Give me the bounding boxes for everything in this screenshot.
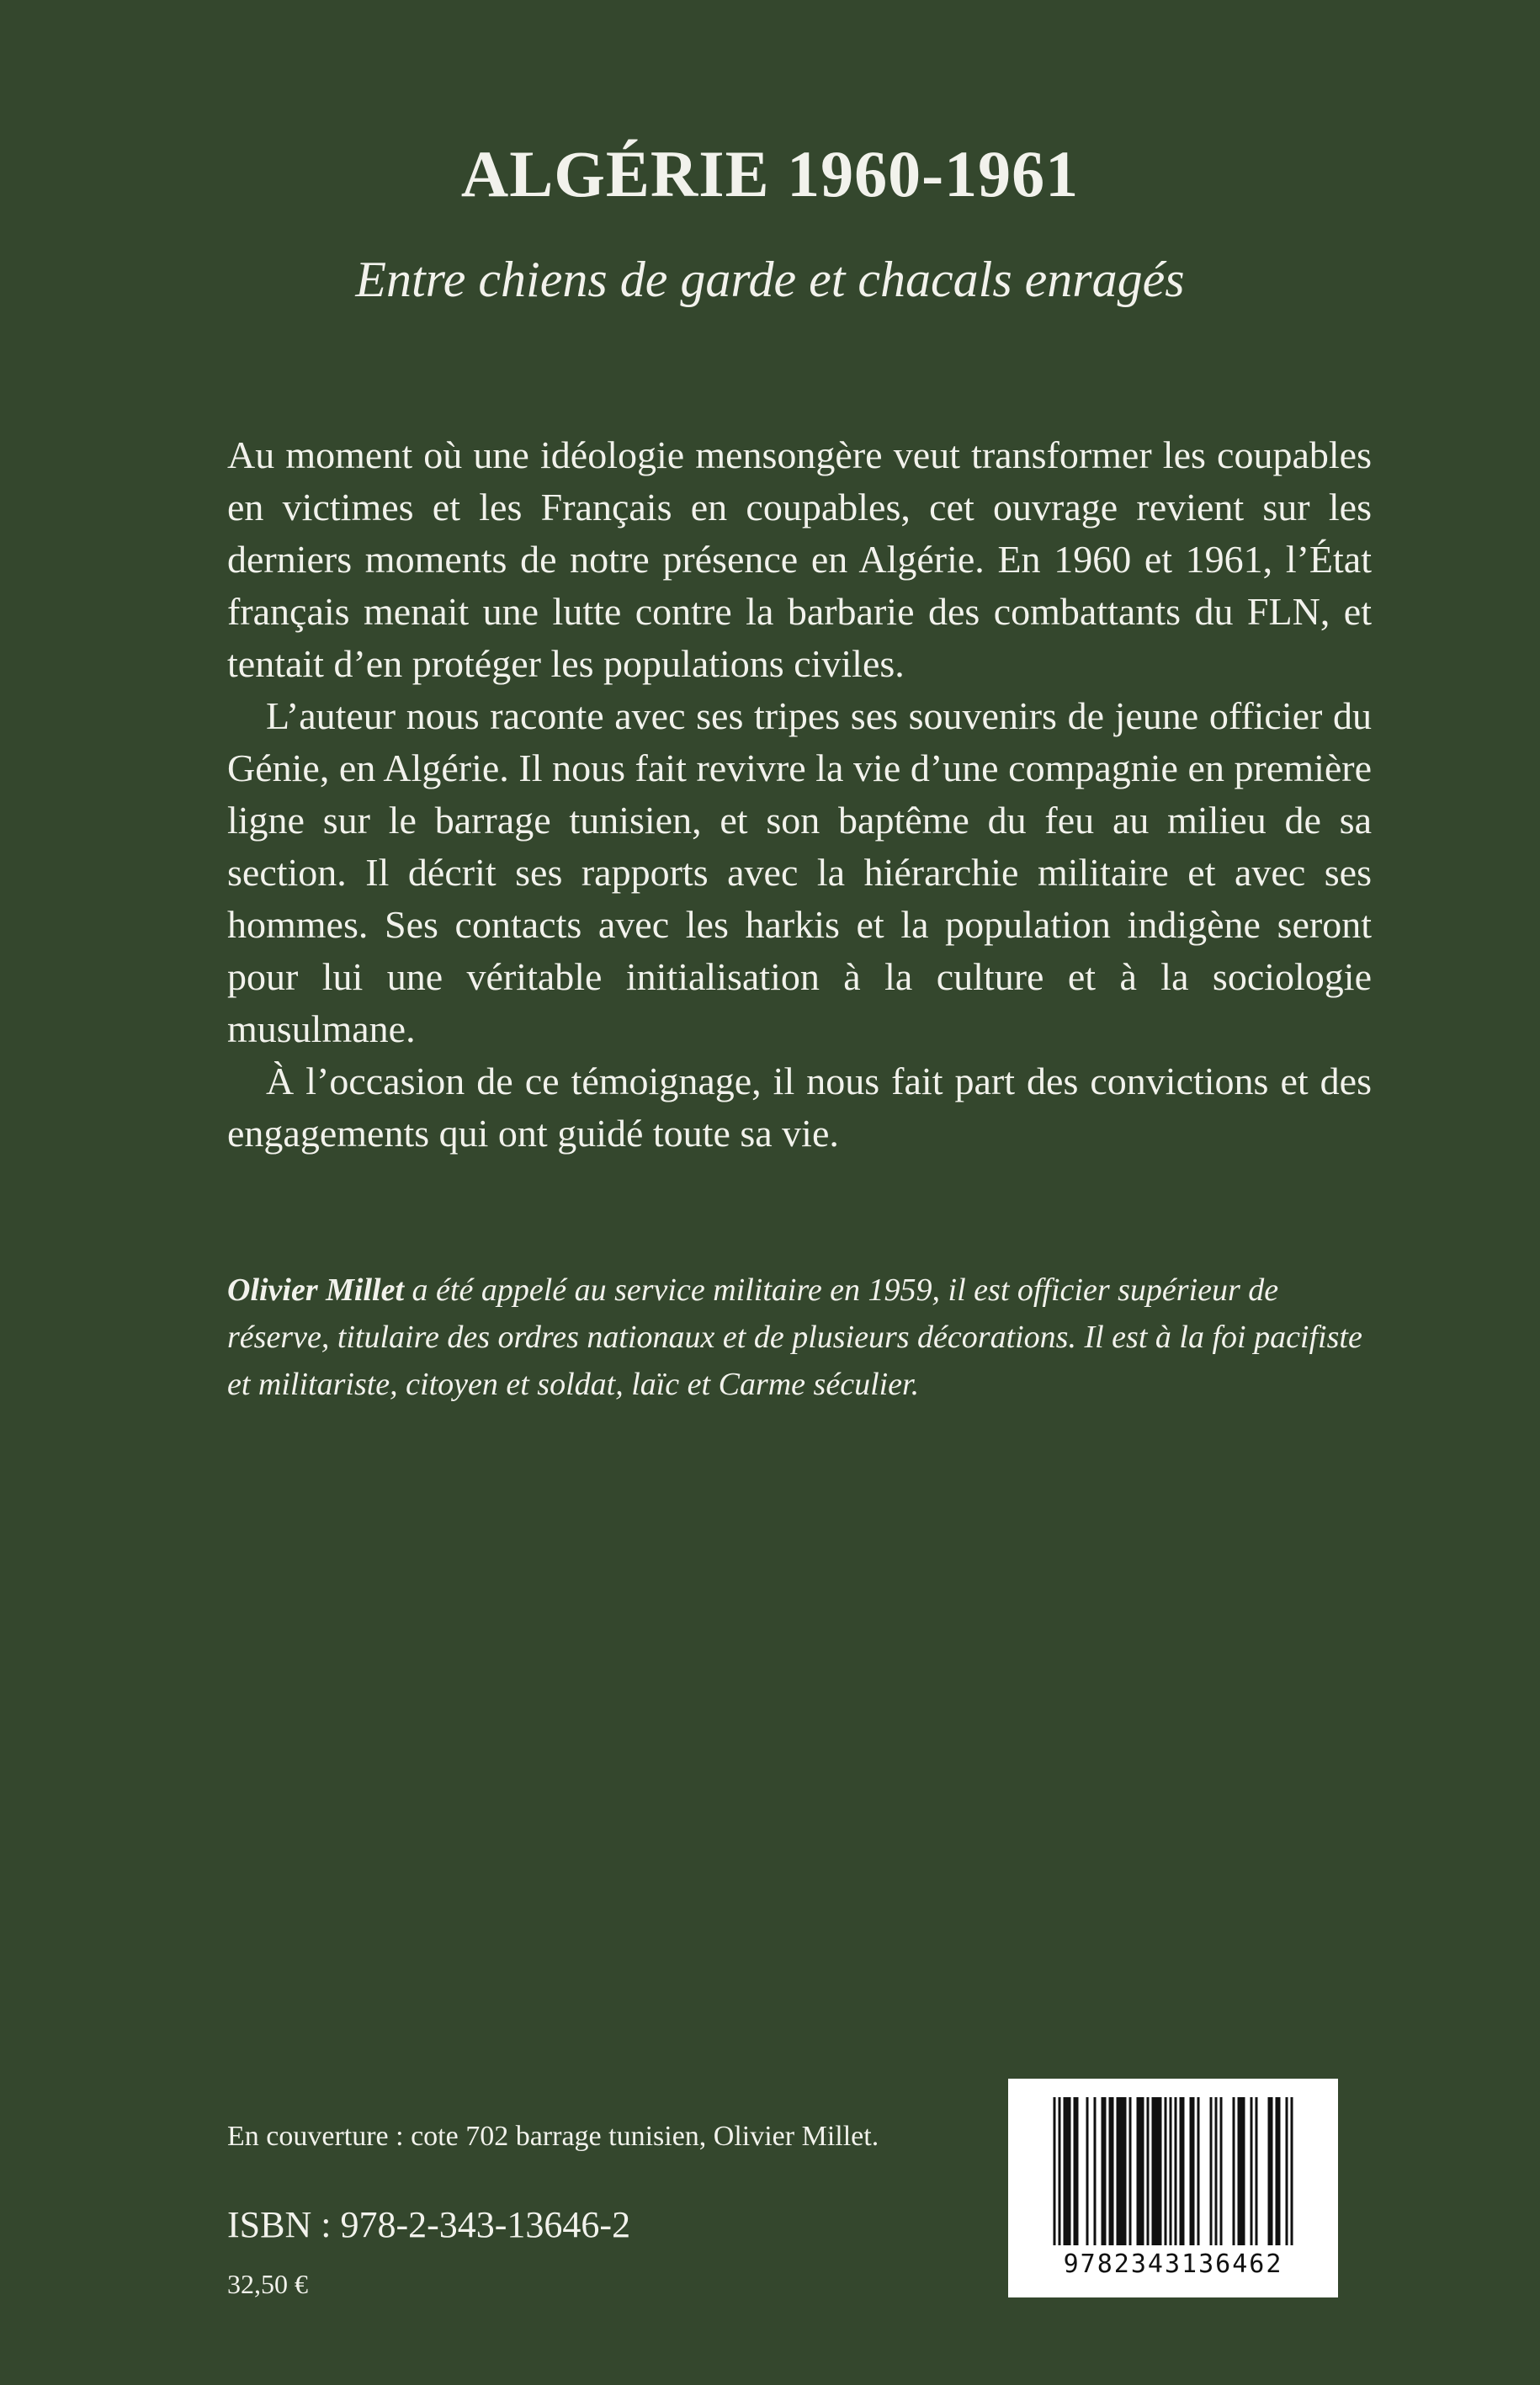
blurb <box>227 429 1372 1160</box>
barcode-bar <box>1243 2097 1245 2245</box>
barcode-bar <box>1170 2097 1172 2245</box>
barcode-bar <box>1147 2097 1150 2245</box>
barcode-bar <box>1124 2097 1127 2245</box>
barcode-bar <box>1112 2097 1114 2245</box>
barcode-bar <box>1117 2097 1119 2245</box>
blurb-paragraph-2: L’auteur nous raconte avec ses tripes ses souvenirs de jeune officier du Génie, en Algérie. Il nous fait revivre la vie d’une compagnie en première ligne sur le barrage tunisien, et son baptême du feu au milieu de sa section. Il décrit ses rapports avec la hiérarchie militaire et avec ses hommes. Ses contacts avec les harkis et la population indigène seront pour lui une véritable initialisation à la culture et à la sociologie musulmane. <box>227 694 1372 1050</box>
author-name: Olivier Millet <box>227 1272 405 1308</box>
barcode-bar <box>1165 2097 1167 2245</box>
barcode-bar <box>1102 2097 1104 2245</box>
price: 32,50 € <box>227 2269 308 2299</box>
barcode-bar <box>1256 2097 1258 2245</box>
blurb-paragraph-3: À l’occasion de ce témoignage, il nous fait part des convictions et des engagements qui ont guidé toute sa vie. <box>227 1060 1372 1155</box>
book-title: ALGÉRIE 1960-1961 <box>460 137 1080 210</box>
barcode-bar <box>1142 2097 1144 2245</box>
barcode-bars <box>1008 2079 1338 2247</box>
barcode-bar <box>1190 2097 1192 2245</box>
barcode-bar <box>1286 2097 1288 2245</box>
barcode-bar <box>1122 2097 1124 2245</box>
barcode-bar <box>1104 2097 1107 2245</box>
blurb-paragraph-1: Au moment où une idéologie mensongère veut transformer les coupables en victimes et les Français en coupables, cet ouvrage revient sur les derniers moments de notre présence en Algérie. En 1960 et 1961, l’État français menait une lutte contre la barbarie des combattants du FLN, et tentait d’en protéger les populations civiles. <box>227 433 1372 685</box>
barcode-bar <box>1276 2097 1278 2245</box>
barcode-bar <box>1233 2097 1235 2245</box>
barcode-bar <box>1192 2097 1195 2245</box>
barcode <box>1008 2079 1338 2297</box>
barcode-bar <box>1182 2097 1185 2245</box>
cover-credit: En couverture : cote 702 barrage tunisien, Olivier Millet. <box>227 2121 879 2152</box>
barcode-bar <box>1291 2097 1293 2245</box>
barcode-bar <box>1076 2097 1079 2245</box>
barcode-bar <box>1251 2097 1253 2245</box>
barcode-bar <box>1129 2097 1132 2245</box>
barcode-bar <box>1054 2097 1056 2245</box>
barcode-bar <box>1064 2097 1066 2245</box>
book-subtitle: Entre chiens de garde et chacals enragés <box>355 252 1185 307</box>
barcode-bar <box>1238 2097 1240 2245</box>
barcode-bar <box>1086 2097 1089 2245</box>
barcode-bar <box>1160 2097 1162 2245</box>
barcode-bar <box>1119 2097 1122 2245</box>
author-bio-text: a été appelé au service militaire en 1959, il est officier supérieur de réserve, titulaire des ordres nationaux et de plusieurs décorations. Il est à la foi pacifiste et militariste, citoyen et soldat, laïc et Carme séculier. <box>227 1272 1362 1402</box>
barcode-bar <box>1139 2097 1142 2245</box>
barcode-bar <box>1059 2097 1061 2245</box>
barcode-bar <box>1268 2097 1271 2245</box>
barcode-bar <box>1157 2097 1160 2245</box>
barcode-bar <box>1215 2097 1218 2245</box>
barcode-bar <box>1155 2097 1157 2245</box>
barcode-bar <box>1180 2097 1182 2245</box>
barcode-bar <box>1074 2097 1076 2245</box>
barcode-bar <box>1094 2097 1097 2245</box>
barcode-bar <box>1271 2097 1273 2245</box>
isbn: ISBN : 978-2-343-13646-2 <box>227 2204 631 2245</box>
barcode-bar <box>1240 2097 1243 2245</box>
barcode-bar <box>1152 2097 1155 2245</box>
barcode-bar <box>1220 2097 1223 2245</box>
barcode-bar <box>1210 2097 1213 2245</box>
barcode-bar <box>1109 2097 1112 2245</box>
barcode-bar <box>1066 2097 1069 2245</box>
barcode-bar <box>1175 2097 1177 2245</box>
barcode-bar <box>1069 2097 1071 2245</box>
barcode-bar <box>1278 2097 1281 2245</box>
barcode-bar <box>1137 2097 1139 2245</box>
author-bio <box>227 1267 1372 1408</box>
barcode-digits: 9782343136462 <box>1063 2250 1283 2279</box>
barcode-bar <box>1197 2097 1200 2245</box>
